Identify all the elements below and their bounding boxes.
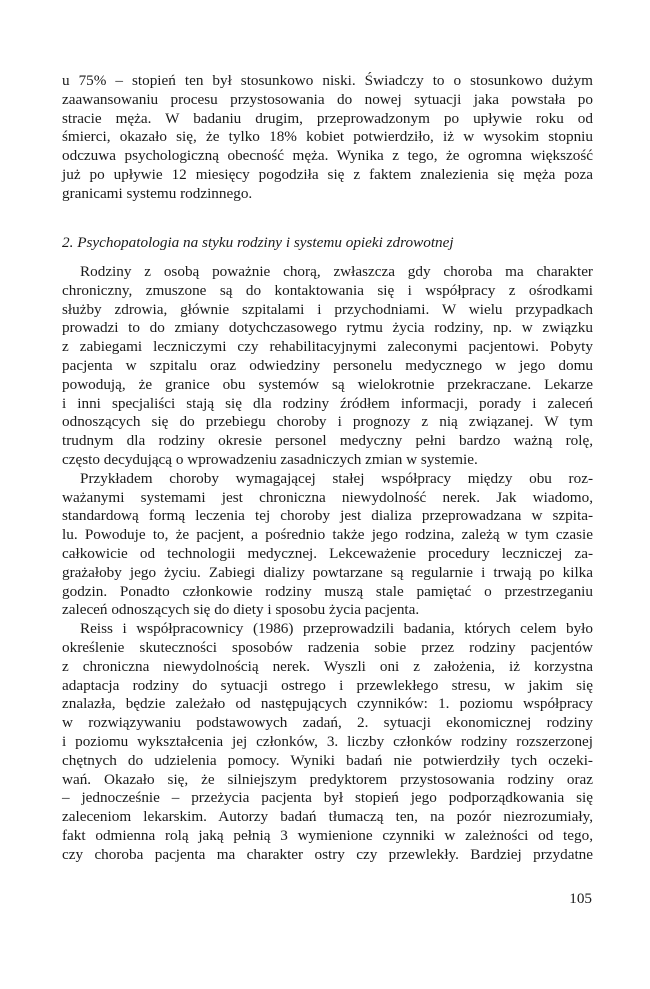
section-heading: 2. Psychopatologia na styku rodziny i systemu opieki zdrowotnej <box>62 234 454 251</box>
text-line: z chroniczna niewydolnością nerek. Wyszli oni z założenia, iż korzystna <box>62 657 593 675</box>
text-line: prowadzi to do zmiany dotychczasowego rytmu życia rodziny, np. w związku <box>62 319 593 337</box>
text-line: standardową formą leczenia tej choroby jest dializa przeprowadzana w szpita- <box>62 507 593 525</box>
text-line: często decydującą o wprowadzeniu zasadniczych zmian w systemie. <box>62 450 478 468</box>
text-line: zaawansowaniu procesu przystosowania do nowej sytuacji jaka powstała po <box>62 90 593 108</box>
paragraph-body <box>62 620 593 864</box>
text-line: granicami systemu rodzinnego. <box>62 184 253 202</box>
text-line: i poziomu wykształcenia jej członków, 3. liczby członków rodziny rozszerzonej <box>62 732 593 750</box>
text-line: znalazła, będzie zależało od następujących czynników: 1. poziomu współpracy <box>62 695 593 713</box>
paragraph-body <box>62 470 593 620</box>
text-line: adaptacja rodziny do sytuacji ostrego i przewlekłego stresu, w jakim się <box>62 676 593 694</box>
text-line: już po upływie 12 miesięcy pogodziła się z faktem znalezienia się męża poza <box>62 165 593 183</box>
text-line: w rozwiązywaniu podstawowych zadań, 2. sytuacji ekonomicznej rodziny <box>62 714 593 732</box>
text-line: fakt odmienna rolą jaką pełnią 3 wymienione czynniki w zależności od tego, <box>62 826 593 844</box>
text-line: czy choroba pacjenta ma charakter ostry czy przewlekły. Bardziej przydatne <box>62 845 593 863</box>
text-line: ważanymi systemami jest chroniczna niewydolność nerek. Jak wiadomo, <box>62 488 593 506</box>
text-line: chętnych do udzielenia pomocy. Wyniki badań nie potwierdziły tych oczeki- <box>62 751 593 769</box>
text-line: grażałoby jego życiu. Zabiegi dializy powtarzane są regularnie i trwają po kilka <box>62 563 593 581</box>
text-line: wań. Okazało się, że silniejszym predyktorem przystosowania rodziny oraz <box>62 770 593 788</box>
text-line: powodują, że granice obu systemów są wielokrotnie przekraczane. Lekarze <box>62 375 593 393</box>
text-line: – jednocześnie – przeżycia pacjenta był stopień jego podporządkowania się <box>62 789 593 807</box>
text-line: lu. Powoduje to, że pacjent, a pośrednio także jego rodzina, zależą w tym czasie <box>62 526 593 544</box>
text-line: pacjenta w szpitalu oraz odwiedziny personelu medycznego w jego domu <box>62 356 593 374</box>
text-line: Przykładem choroby wymagającej stałej współpracy między obu roz- <box>80 469 593 487</box>
text-line: odnoszących się do przebiegu choroby i prognozy z nią związanej. W tym <box>62 413 593 431</box>
text-line: chroniczny, zmuszone są do kontaktowania się i współpracy z ośrodkami <box>62 281 593 299</box>
text-line: służby zdrowia, głównie szpitalami i przychodniami. W wielu przypadkach <box>62 300 593 318</box>
text-line: u 75% – stopień ten był stosunkowo niski. Świadczy to o stosunkowo dużym <box>62 72 593 89</box>
text-line: Rodziny z osobą poważnie chorą, zwłaszcza gdy choroba ma charakter <box>80 263 593 280</box>
text-line: Reiss i współpracownicy (1986) przeprowadzili badania, których celem było <box>80 620 593 638</box>
text-line: określenie skuteczności sposobów radzenia sobie przez rodziny pacjentów <box>62 638 593 656</box>
text-line: i inni specjaliści stają się dla rodziny źródłem informacji, porady i zaleceń <box>62 394 593 412</box>
text-line: z zabiegami leczniczymi czy rehabilitacyjnymi zaleconymi pacjentowi. Pobyty <box>62 338 593 356</box>
text-line: śmierci, okazało się, że tylko 18% kobiet potwierdziło, iż w wysokim stopniu <box>62 128 593 146</box>
text-line: zaleceń odnoszących się do diety i sposobu życia pacjenta. <box>62 601 420 619</box>
paragraph-body <box>62 263 593 470</box>
text-line: godzin. Ponadto członkowie rodziny muszą stale pamiętać o przestrzeganiu <box>62 582 593 600</box>
text-line: stracie męża. W badaniu drugim, przeprowadzonym po upływie roku od <box>62 109 593 127</box>
text-line: odczuwa psychologiczną obecność męża. Wynika z tego, że ogromna większość <box>62 147 593 165</box>
text-line: całkowicie od technologii medycznej. Lekceważenie procedury leczniczej za- <box>62 544 593 562</box>
page-number: 105 <box>569 890 592 907</box>
paragraph-intro <box>62 72 593 204</box>
text-line: zaleceniom lekarskim. Autorzy badań tłumaczą ten, na pozór niezrozumiały, <box>62 808 593 826</box>
text-line: trudnym dla rodziny okresie personel medyczny pełni bardzo ważną rolę, <box>62 432 593 450</box>
